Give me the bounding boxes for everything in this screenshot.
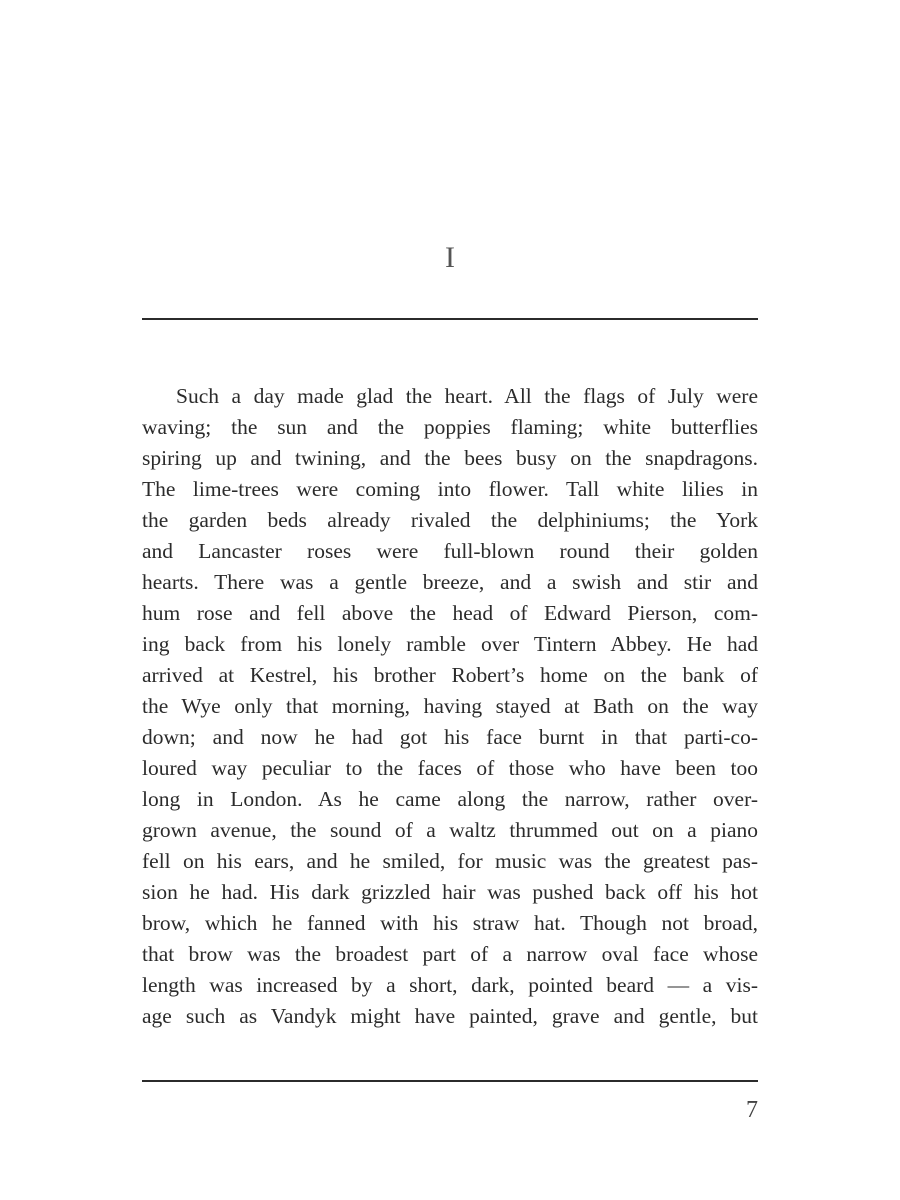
- body-paragraph: [142, 381, 758, 1032]
- text-line: length was increased by a short, dark, pointed beard — a vis-: [142, 973, 758, 997]
- top-rule: [142, 318, 758, 320]
- bottom-rule: [142, 1080, 758, 1082]
- text-line: sion he had. His dark grizzled hair was pushed back off his hot: [142, 880, 758, 904]
- text-line: loured way peculiar to the faces of those who have been too: [142, 756, 758, 780]
- text-line: and Lancaster roses were full-blown round their golden: [142, 539, 758, 563]
- page-number: 7: [746, 1097, 758, 1123]
- text-line: The lime-trees were coming into flower. Tall white lilies in: [142, 477, 758, 501]
- text-line: hum rose and fell above the head of Edward Pierson, com-: [142, 601, 758, 625]
- text-line: fell on his ears, and he smiled, for music was the greatest pas-: [142, 849, 758, 873]
- text-line: Such a day made glad the heart. All the flags of July were: [176, 384, 758, 408]
- text-line: ing back from his lonely ramble over Tintern Abbey. He had: [142, 632, 758, 656]
- text-line: arrived at Kestrel, his brother Robert’s home on the bank of: [142, 663, 758, 687]
- text-line: waving; the sun and the poppies flaming; white butterflies: [142, 415, 758, 439]
- text-line: that brow was the broadest part of a narrow oval face whose: [142, 942, 758, 966]
- text-line: hearts. There was a gentle breeze, and a swish and stir and: [142, 570, 758, 594]
- text-line: age such as Vandyk might have painted, grave and gentle, but: [142, 1004, 758, 1028]
- text-line: grown avenue, the sound of a waltz thrummed out on a piano: [142, 818, 758, 842]
- text-line: brow, which he fanned with his straw hat. Though not broad,: [142, 911, 758, 935]
- text-line: long in London. As he came along the narrow, rather over-: [142, 787, 758, 811]
- text-line: spiring up and twining, and the bees busy on the snapdragons.: [142, 446, 758, 470]
- chapter-numeral: I: [445, 241, 455, 274]
- text-line: the Wye only that morning, having stayed at Bath on the way: [142, 694, 758, 718]
- text-line: the garden beds already rivaled the delphiniums; the York: [142, 508, 758, 532]
- text-line: down; and now he had got his face burnt in that parti-co-: [142, 725, 758, 749]
